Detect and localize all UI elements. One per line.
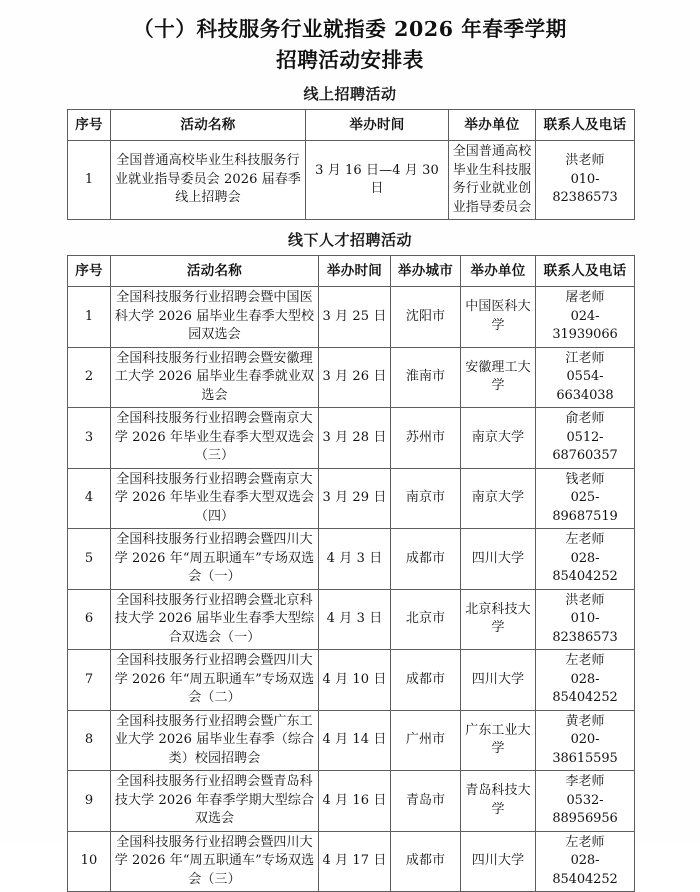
cell-contact (536, 287, 635, 348)
contact-phone: 028-85404252 (552, 853, 618, 887)
cell-time: 4 月 17 日 (319, 831, 391, 892)
cell-contact (536, 710, 635, 771)
cell-city: 青岛市 (391, 771, 461, 832)
cell-activity-name: 全国科技服务行业招聘会暨中国医科大学 2026 届毕业生春季大型校园双选会 (111, 287, 319, 348)
col-header-organizer: 举办单位 (461, 256, 536, 287)
cell-index: 1 (68, 141, 111, 220)
cell-city: 成都市 (391, 831, 461, 892)
cell-activity-name: 全国科技服务行业招聘会暨四川大学 2026 年“周五职通车”专场双选会（三） (111, 831, 319, 892)
cell-index: 8 (68, 710, 111, 771)
table-row (68, 710, 635, 771)
contact-person: 俞老师 (565, 411, 605, 426)
cell-time: 4 月 16 日 (319, 771, 391, 832)
table-header-row (68, 256, 635, 287)
cell-index: 4 (68, 468, 111, 529)
cell-time: 3 月 28 日 (319, 408, 391, 469)
contact-phone: 025-89687519 (552, 490, 618, 524)
table-row (68, 771, 635, 832)
offline-table-wrapper (67, 255, 634, 892)
contact-phone: 028-85404252 (552, 671, 618, 705)
cell-time: 3 月 26 日 (319, 347, 391, 408)
contact-phone: 0512-68760357 (552, 429, 618, 463)
cell-city: 北京市 (391, 589, 461, 650)
cell-activity-name: 全国科技服务行业招聘会暨广东工业大学 2026 届毕业生春季（综合类）校园招聘会 (111, 710, 319, 771)
table-row (68, 347, 635, 408)
contact-person: 屠老师 (565, 290, 605, 305)
online-section-heading: 线上招聘活动 (303, 85, 397, 103)
col-header-name: 活动名称 (111, 110, 306, 141)
contact-phone: 0532-88956956 (552, 792, 618, 826)
table-header-row (68, 110, 635, 141)
cell-organizer: 四川大学 (461, 650, 536, 711)
col-header-index: 序号 (68, 110, 111, 141)
offline-table-header (68, 256, 635, 287)
cell-city: 成都市 (391, 529, 461, 590)
cell-city: 淮南市 (391, 347, 461, 408)
online-recruitment-table (67, 109, 635, 220)
table-row (68, 287, 635, 348)
online-table-header (68, 110, 635, 141)
contact-person: 左老师 (565, 653, 605, 668)
cell-time: 3 月 16 日—4 月 30 日 (306, 141, 449, 220)
contact-person: 洪老师 (565, 153, 605, 169)
cell-organizer: 安徽理工大学 (461, 347, 536, 408)
table-row (68, 650, 635, 711)
cell-city: 沈阳市 (391, 287, 461, 348)
table-row (68, 468, 635, 529)
cell-city: 广州市 (391, 710, 461, 771)
contact-person: 李老师 (565, 774, 605, 789)
contact-person: 黄老师 (565, 713, 605, 729)
cell-activity-name: 全国科技服务行业招聘会暨安徽理工大学 2026 届毕业生春季就业双选会 (111, 347, 319, 408)
cell-city: 苏州市 (391, 408, 461, 469)
offline-recruitment-table (67, 255, 635, 892)
cell-index: 10 (68, 831, 111, 892)
cell-city: 成都市 (391, 650, 461, 711)
col-header-city: 举办城市 (391, 256, 461, 287)
cell-contact (536, 347, 635, 408)
offline-section-heading: 线下人才招聘活动 (287, 231, 412, 249)
cell-contact (536, 468, 635, 529)
cell-activity-name: 全国科技服务行业招聘会暨四川大学 2026 年“周五职通车”专场双选会（二） (111, 650, 319, 711)
cell-time: 4 月 3 日 (319, 529, 391, 590)
cell-contact (536, 529, 635, 590)
table-row (68, 831, 635, 892)
cell-index: 9 (68, 771, 111, 832)
table-row (68, 529, 635, 590)
cell-organizer: 北京科技大学 (461, 589, 536, 650)
col-header-contact: 联系人及电话 (536, 110, 635, 141)
table-row (68, 589, 635, 650)
table-row (68, 408, 635, 469)
cell-activity-name: 全国科技服务行业招聘会暨南京大学 2026 年毕业生春季大型双选会（三） (111, 408, 319, 469)
col-header-time: 举办时间 (306, 110, 449, 141)
cell-organizer: 中国医科大学 (461, 287, 536, 348)
col-header-name: 活动名称 (111, 256, 319, 287)
cell-activity-name: 全国普通高校毕业生科技服务行业就业指导委员会 2026 届春季线上招聘会 (111, 141, 306, 220)
cell-time: 4 月 14 日 (319, 710, 391, 771)
cell-time: 4 月 3 日 (319, 589, 391, 650)
cell-activity-name: 全国科技服务行业招聘会暨南京大学 2026 年毕业生春季大型双选会（四） (111, 468, 319, 529)
cell-contact (536, 831, 635, 892)
contact-person: 江老师 (565, 350, 605, 366)
cell-time: 4 月 10 日 (319, 650, 391, 711)
cell-activity-name: 全国科技服务行业招聘会暨青岛科技大学 2026 年春季学期大型综合双选会 (111, 771, 319, 832)
contact-person: 左老师 (565, 834, 605, 850)
offline-table-body (68, 287, 635, 892)
cell-activity-name: 全国科技服务行业招聘会暨四川大学 2026 年“周五职通车”专场双选会（一） (111, 529, 319, 590)
cell-index: 6 (68, 589, 111, 650)
cell-organizer: 广东工业大学 (461, 710, 536, 771)
cell-contact (536, 589, 635, 650)
cell-contact (536, 141, 635, 220)
contact-person: 左老师 (565, 532, 605, 547)
col-header-contact: 联系人及电话 (536, 256, 635, 287)
contact-person: 钱老师 (565, 471, 605, 487)
cell-city: 南京市 (391, 468, 461, 529)
table-row (68, 141, 635, 220)
cell-activity-name: 全国科技服务行业招聘会暨北京科技大学 2026 届毕业生春季大型综合双选会（一） (111, 589, 319, 650)
cell-organizer: 全国普通高校毕业生科技服务行业就业创业指导委员会 (449, 141, 536, 220)
contact-person: 洪老师 (565, 592, 605, 608)
cell-index: 3 (68, 408, 111, 469)
contact-phone: 010-82386573 (552, 171, 618, 206)
cell-index: 1 (68, 287, 111, 348)
col-header-time: 举办时间 (319, 256, 391, 287)
cell-contact (536, 408, 635, 469)
cell-organizer: 四川大学 (461, 831, 536, 892)
contact-phone: 010-82386573 (552, 611, 618, 645)
col-header-index: 序号 (68, 256, 111, 287)
contact-phone: 020-38615595 (552, 732, 618, 766)
cell-time: 3 月 25 日 (319, 287, 391, 348)
contact-phone: 0554-6634038 (556, 369, 614, 403)
cell-organizer: 南京大学 (461, 468, 536, 529)
cell-contact (536, 771, 635, 832)
cell-organizer: 南京大学 (461, 408, 536, 469)
page-title-line-2: 招聘活动安排表 (276, 48, 424, 72)
cell-index: 5 (68, 529, 111, 590)
online-table-body (68, 141, 635, 220)
cell-contact (536, 650, 635, 711)
cell-index: 2 (68, 347, 111, 408)
contact-phone: 024-31939066 (552, 308, 618, 342)
cell-organizer: 四川大学 (461, 529, 536, 590)
cell-organizer: 青岛科技大学 (461, 771, 536, 832)
online-table-wrapper (67, 109, 634, 220)
page-title (0, 0, 700, 76)
cell-time: 3 月 29 日 (319, 468, 391, 529)
col-header-organizer: 举办单位 (449, 110, 536, 141)
cell-index: 7 (68, 650, 111, 711)
contact-phone: 028-85404252 (552, 550, 618, 584)
page-title-line-1: （十）科技服务行业就指委 2026 年春季学期 (133, 17, 567, 41)
